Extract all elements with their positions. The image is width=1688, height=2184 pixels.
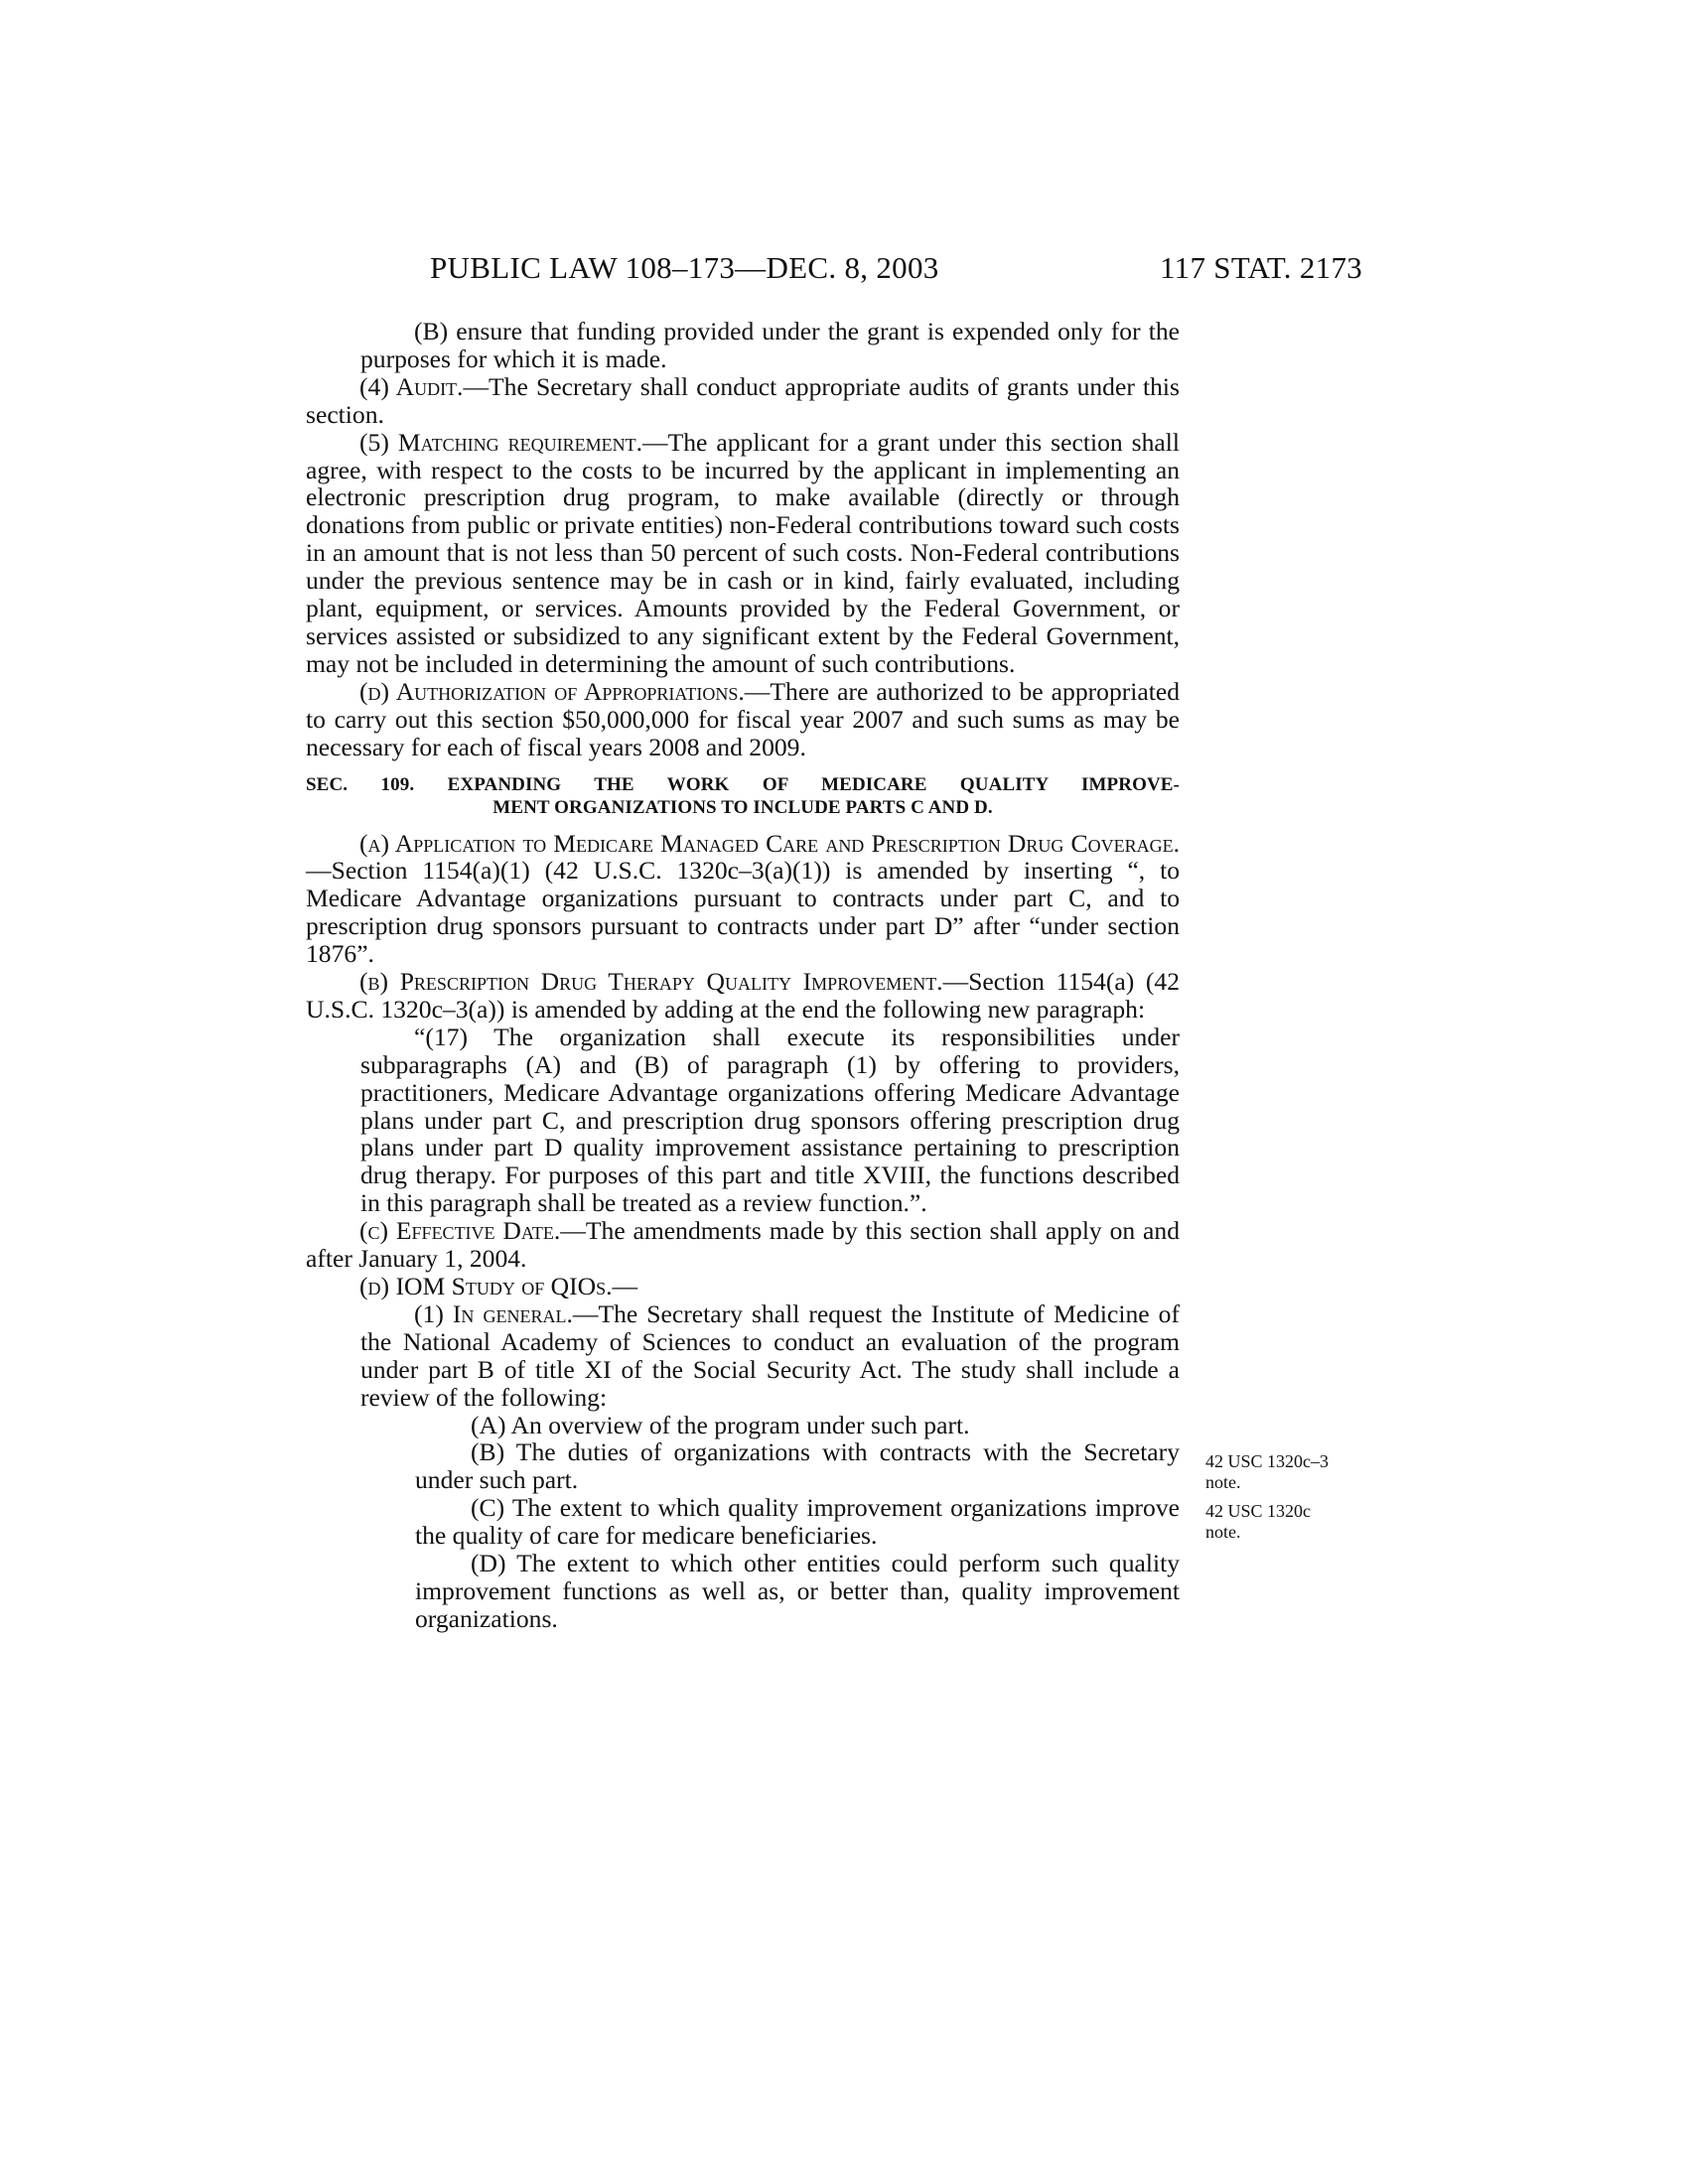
subsection-c-heading: (c) Effective Date. [359,1216,561,1246]
section-heading-line2: MENT ORGANIZATIONS TO INCLUDE PARTS C AND D. [492,796,993,818]
subsection-b-text: —Section 1154(a) (42 U.S.C. 1320c–3(a)) is amended by adding at the end the following new paragraph: [306,967,1181,1024]
subsection-a-heading: (a) Application to Medicare Managed Care and Prescription Drug Coverage. [359,828,1180,858]
subsection-a [306,830,1180,969]
subsection-d-heading: (d) IOM Study of QIOs. [359,1272,613,1300]
paragraph-d-heading: (d) Authorization of Appropriations. [359,676,745,706]
paragraph-d1-in-general [306,1300,1180,1412]
paragraph-b-ensure: (B) ensure that funding provided under the grant is expended only for the purposes for which it is made. [360,317,1180,373]
paragraph-5-text: —The applicant for a grant under this section shall agree, with respect to the costs to be incurred by the applicant in implementing an electronic prescription drug program, to make available (directly or through donations from public or private entities) non-Federal contributions toward such costs in an amount that is not less than 50 percent of such costs. Non-Federal contributions under the previous sentence may be in cash or in kind, fairly evaluated, including plant, equipment, or services. Amounts provided by the Federal Government, or services assisted or subsidized to any significant extent by the Federal Government, may not be included in determining the amount of such contributions. [306,427,1181,678]
paragraph-4-audit [306,373,1180,429]
paragraph-5-heading: (5) Matching requirement. [359,427,642,457]
paragraph-17-quote: “(17) The organization shall execute its responsibilities under subparagraphs (A) and (B) of paragraph (1) by offering to providers, practitioners, Medicare Advantage organizations offering Medicare Advantage plans under part C, and prescription drug sponsors offering prescription drug plans under part D quality improvement assistance pertaining to prescription drug therapy. For purposes of this part and title XVIII, the functions described in this paragraph shall be treated as a review function.”. [360,1022,1180,1218]
paragraph-4-text: —The Secretary shall conduct appropriate audits of grants under this section. [306,371,1180,429]
subsection-c [306,1217,1180,1273]
subsection-d-text: — [612,1272,638,1300]
paragraph-d1-heading: (1) In general. [414,1298,573,1328]
paragraph-d1-text: —The Secretary shall request the Institute of Medicine of the National Academy of Sciences to conduct an evaluation of the program under part B of title XI of the Social Security Act. The study shall include a review of the following: [360,1298,1180,1412]
subsection-c-text: —The amendments made by this section shall apply on and after January 1, 2004. [306,1216,1180,1274]
section-heading-line1: SEC. 109. EXPANDING THE WORK OF MEDICARE QUALITY IMPROVE- [306,773,1180,795]
margin-note-1320c [1205,1501,1364,1543]
list-item-a: (A) An overview of the program under such part. [471,1410,970,1439]
document-body [306,318,1180,1633]
page-header [0,250,1688,290]
section-109-heading [306,773,1180,819]
paragraph-4-heading: (4) Audit. [359,371,464,401]
margin-note-label: note. [1205,1472,1241,1492]
list-item-b: (B) The duties of organizations with contracts with the Secretary under such part. [415,1437,1180,1495]
list-item-d: (D) The extent to which other entities could perform such quality improvement functions as well as, or better than, quality improvement organizations. [415,1549,1180,1633]
paragraph-d-authorization [306,678,1180,761]
subsection-b-heading: (b) Prescription Drug Therapy Quality Improvement. [359,967,943,997]
margin-note-1320c-3 [1205,1451,1364,1493]
subsection-a-text: —Section 1154(a)(1) (42 U.S.C. 1320c–3(a)(1)) is amended by inserting “, to Medicare Advantage organizations pursuant to contracts under part C, and to prescription drug sponsors pursuant to contracts under part D” after “under section 1876”. [306,856,1180,969]
margin-note-label: note. [1205,1522,1241,1542]
subsection-d [306,1273,1180,1300]
paragraph-5-matching [306,429,1180,678]
margin-note-citation: 42 USC 1320c [1205,1501,1312,1521]
subsection-b [306,968,1180,1024]
list-item-c: (C) The extent to which quality improvement organizations improve the quality of care for medicare beneficiaries. [415,1493,1180,1551]
statute-citation: 117 STAT. 2173 [1160,250,1363,285]
paragraph-d-text: —There are authorized to be appropriated to carry out this section $50,000,000 for fiscal year 2007 and such sums as may be necessary for each of fiscal years 2008 and 2009. [306,676,1180,761]
margin-note-citation: 42 USC 1320c–3 [1205,1451,1330,1471]
running-head: PUBLIC LAW 108–173—DEC. 8, 2003 [430,250,939,285]
